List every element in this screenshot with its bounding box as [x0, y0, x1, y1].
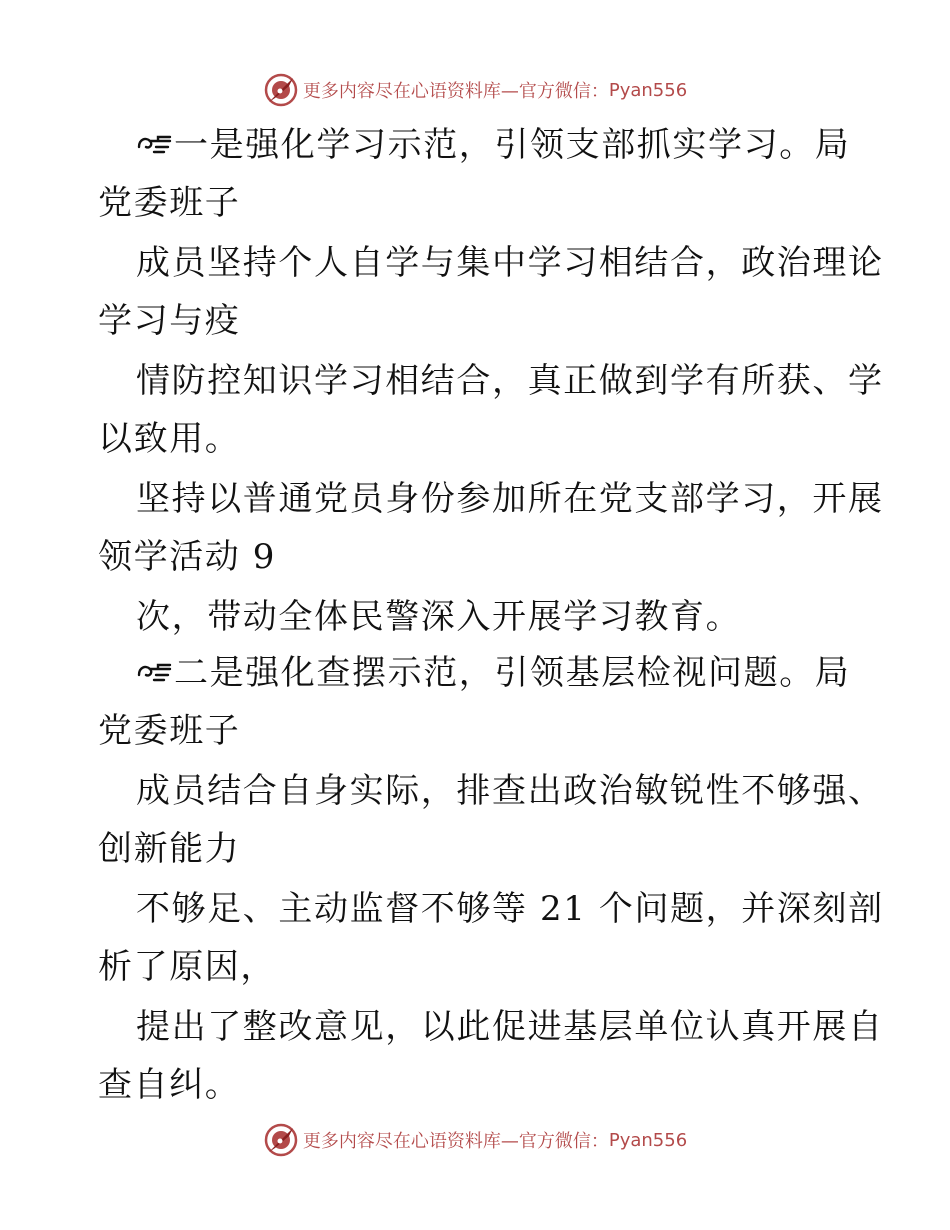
banner-text: 更多内容尽在心语资料库—官方微信： — [302, 1131, 609, 1152]
quill-pen-logo-icon — [263, 1122, 299, 1158]
paragraph-line: 党委班子 — [98, 183, 241, 223]
paragraph-line: 成员坚持个人自学与集中学习相结合，政治理论 — [136, 243, 884, 283]
paragraph-line: 学习与疫 — [98, 301, 241, 341]
paragraph-line: 次，带动全体民警深入开展学习教育。 — [136, 597, 742, 637]
hand-pointer-icon — [136, 125, 174, 165]
wechat-id: Pyan556 — [608, 1129, 688, 1151]
paragraph-line: 党委班子 — [98, 711, 241, 751]
quill-pen-logo-icon — [263, 72, 299, 108]
paragraph-line: 析了原因， — [98, 947, 276, 987]
paragraph-line: 领学活动 9 — [98, 537, 277, 577]
header-banner — [0, 68, 950, 112]
footer-banner — [0, 1118, 950, 1162]
paragraph-line: 成员结合自身实际，排查出政治敏锐性不够强、 — [136, 771, 884, 811]
paragraph-line: 坚持以普通党员身份参加所在党支部学习，开展 — [136, 479, 884, 519]
paragraph-line: 查自纠。 — [98, 1065, 241, 1105]
paragraph-line: 以致用。 — [98, 419, 241, 459]
paragraph-line: 提出了整改意见，以此促进基层单位认真开展自 — [136, 1007, 884, 1047]
paragraph-line: 情防控知识学习相结合，真正做到学有所获、学 — [136, 361, 884, 401]
paragraph-line: 一是强化学习示范，引领支部抓实学习。局 — [136, 125, 850, 165]
paragraph-line: 二是强化查摆示范，引领基层检视问题。局 — [136, 653, 850, 693]
hand-pointer-icon — [136, 653, 174, 693]
paragraph-line: 不够足、主动监督不够等 21 个问题，并深刻剖 — [136, 889, 884, 929]
paragraph-line: 创新能力 — [98, 829, 241, 869]
wechat-id: Pyan556 — [608, 79, 688, 101]
banner-text: 更多内容尽在心语资料库—官方微信： — [302, 81, 609, 102]
